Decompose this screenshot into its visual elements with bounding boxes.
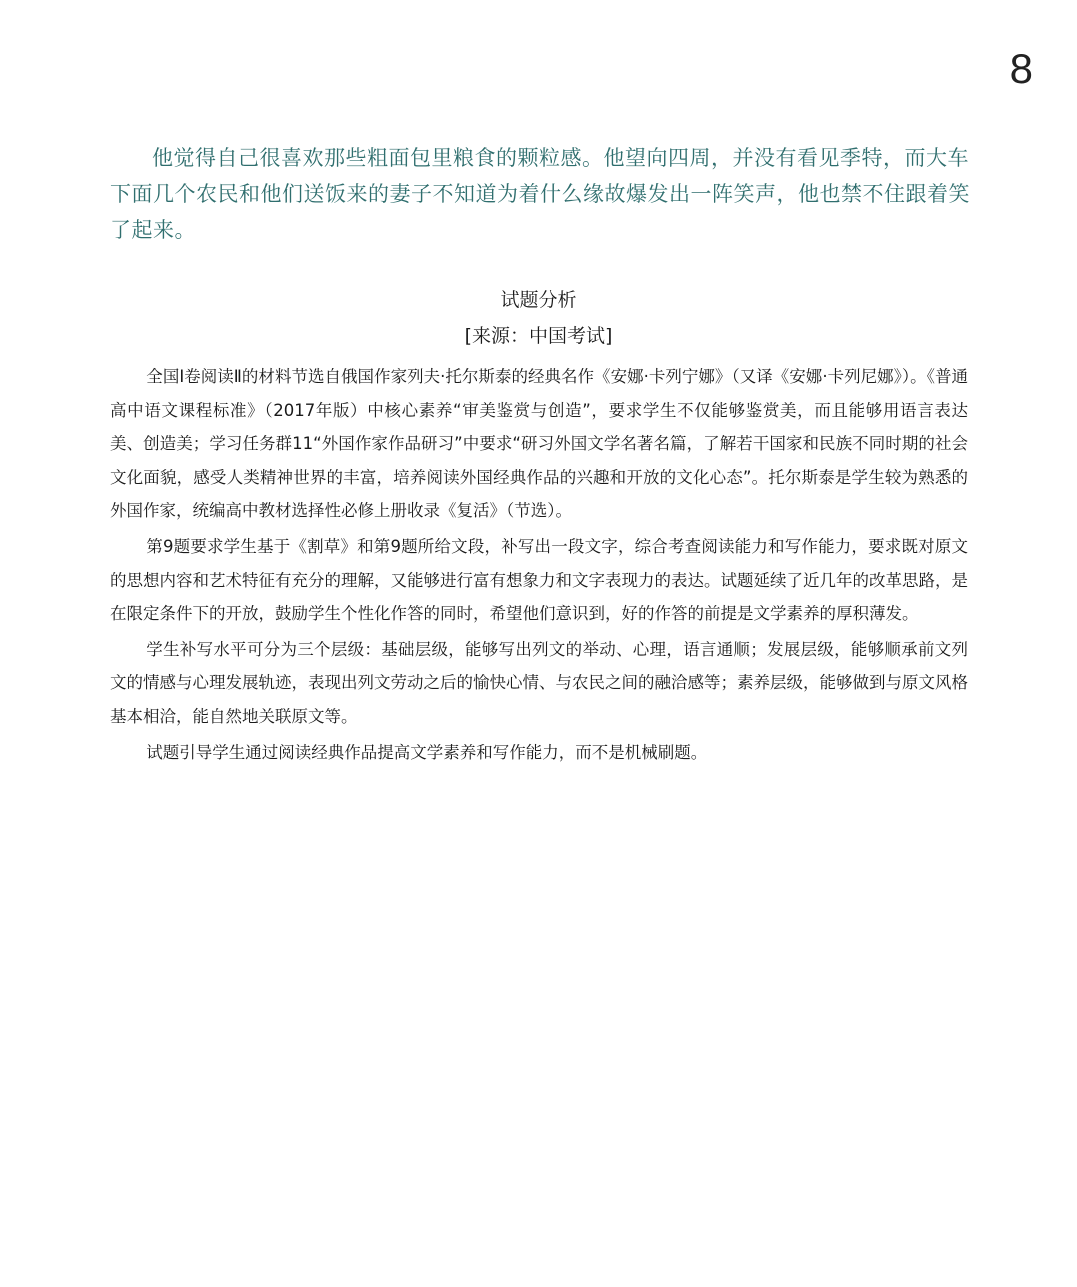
analysis-body xyxy=(110,360,968,771)
passage-paragraph: 他觉得自己很喜欢那些粗面包里粮食的颗粒感。他望向四周，并没有看见季特，而大车下面几个农民和他们送饭来的妻子不知道为着什么缘故爆发出一阵笑声，他也禁不住跟着笑了起来。 xyxy=(110,146,970,242)
analysis-paragraph-1: 全国Ⅰ卷阅读Ⅱ的材料节选自俄国作家列夫·托尔斯泰的经典名作《安娜·卡列宁娜》（又译《安娜·卡列尼娜》）。《普通高中语文课程标准》（2017年版）中核心素养“审美鉴赏与创造”，要求学生不仅能够鉴赏美，而且能够用语言表达美、创造美；学习任务群11“外国作家作品研习”中要求“研习外国文学名著名篇，了解若干国家和民族不同时期的社会文化面貌，感受人类精神世界的丰富，培养阅读外国经典作品的兴趣和开放的文化心态”。托尔斯泰是学生较为熟悉的外国作家，统编高中教材选择性必修上册收录《复活》（节选）。 xyxy=(110,367,968,521)
source-line: [来源：中国考试] xyxy=(464,325,613,347)
page-number: 8 xyxy=(1009,45,1033,92)
analysis-paragraph-2: 第9题要求学生基于《割草》和第9题所给文段，补写出一段文字，综合考查阅读能力和写作能力，要求既对原文的思想内容和艺术特征有充分的理解，又能够进行富有想象力和文字表现力的表达。试题延续了近几年的改革思路，是在限定条件下的开放，鼓励学生个性化作答的同时，希望他们意识到，好的作答的前提是文学素养的厚积薄发。 xyxy=(110,536,968,624)
analysis-paragraph-3: 学生补写水平可分为三个层级：基础层级，能够写出列文的举动、心理，语言通顺；发展层级，能够顺承前文列文的情感与心理发展轨迹，表现出列文劳动之后的愉快心情、与农民之间的融洽感等；素养层级，能够做到与原文风格基本相洽，能自然地关联原文等。 xyxy=(110,639,968,726)
section-title: 试题分析 xyxy=(500,289,577,311)
analysis-paragraph-4: 试题引导学生通过阅读经典作品提高文学素养和写作能力，而不是机械刷题。 xyxy=(146,742,708,762)
